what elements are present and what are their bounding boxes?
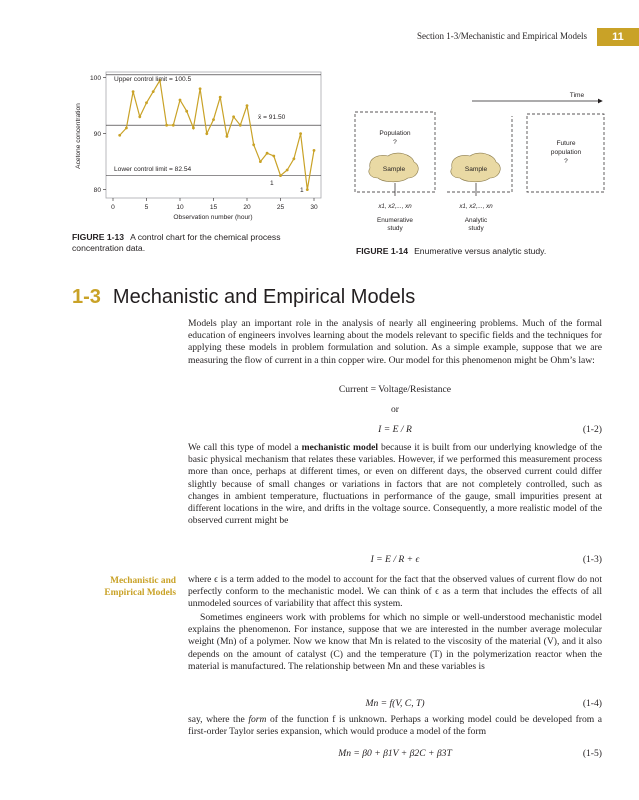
x-tick-label: 0 <box>111 204 115 211</box>
paragraph-2-start: We call this type of model a <box>188 442 302 453</box>
paragraph-1 <box>188 318 602 367</box>
data-point <box>279 174 282 177</box>
plot-frame <box>106 72 321 198</box>
enumerative-analytic-diagram <box>352 84 612 244</box>
data-point <box>205 132 208 135</box>
equation-1-5 <box>188 748 602 762</box>
control-chart <box>72 64 332 224</box>
data-point <box>199 87 202 90</box>
x-tick-label: 5 <box>144 204 149 211</box>
out-of-control-mark-2: 1 <box>300 187 304 194</box>
equation-1-4-number: (1-4) <box>582 698 602 709</box>
x-axis-label: Observation number (hour) <box>173 214 253 221</box>
y-tick-label: 80 <box>93 186 101 194</box>
paragraph-3 <box>188 574 602 611</box>
data-point <box>226 135 229 138</box>
data-point <box>259 160 262 163</box>
paragraph-4 <box>188 612 602 673</box>
sample-label-left: Sample <box>382 166 406 173</box>
future-question: ? <box>564 158 568 165</box>
paragraph-5-rest: of the function f is unknown. Perhaps a working model could be developed from a first-order Taylor series expansion, which would produce a model of the form <box>188 714 603 738</box>
data-point <box>299 132 302 135</box>
paragraph-5-start: say, where the <box>188 714 249 725</box>
equation-current <box>188 384 602 398</box>
data-point <box>118 134 121 137</box>
data-point <box>185 110 188 113</box>
section-heading <box>72 286 415 309</box>
mean-label: x̄ = 91.50 <box>258 114 286 121</box>
data-series-line <box>120 80 314 189</box>
upper-limit-label: Upper control limit = 100.5 <box>114 76 192 83</box>
figure-1-13-text: A control chart for the chemical process concentration data. <box>72 232 281 253</box>
data-point <box>239 124 242 127</box>
data-point <box>145 101 148 104</box>
data-point <box>125 127 128 130</box>
enumerative-label-2: study <box>387 225 403 232</box>
equation-1-5-number: (1-5) <box>582 748 602 759</box>
paragraph-2-rest: because it is built from our underlying knowledge of the basic physical mechanism that relates these variables. However, if we performed this measurement process more than once, perhaps at different times, or even on different days, the observed current could differ slightly because of small changes or variations in factors that are not completely controlled, such as changes in ambient temperature, fluctuations in performance of the gauge, small impurities present at different locations in the wire, and drifts in the voltage source. Consequently, a more realistic model of the observed current might be <box>188 442 602 527</box>
section-number: 1-3 <box>72 286 101 308</box>
equation-1-3 <box>188 554 602 568</box>
figure-1-14-label: FIGURE 1-14 <box>356 246 409 256</box>
paragraph-4-text: Sometimes engineers work with problems for which no simple or well-understood mechanistic model explains the phenomenon. For instance, suppose that we are interested in the number average molecular weight (Mn) of a polymer. Now we know that Mn is related to the viscosity of the material (V), and it also depends on the amount of catalyst (C) and the temperature (T) in the polymerization reactor when the material is manufactured. The relationship between Mn and these variables is <box>188 612 602 672</box>
equation-1-3-text: I = E / R + ϵ <box>370 554 420 565</box>
margin-note <box>72 576 176 599</box>
paragraph-2 <box>188 442 602 527</box>
equation-1-5-text: Mn = β0 + β1V + β2C + β3T <box>338 748 452 759</box>
data-point <box>272 155 275 158</box>
running-title: Section 1-3/Mechanistic and Empirical Models <box>417 31 587 41</box>
or-text: or <box>391 404 399 415</box>
data-point <box>246 104 249 107</box>
equation-1-2-number: (1-2) <box>582 424 602 435</box>
section-title: Mechanistic and Empirical Models <box>112 286 416 308</box>
y-axis-label: Acetone concentration <box>75 103 82 169</box>
mechanistic-model-term: mechanistic model <box>301 442 379 453</box>
data-point <box>152 90 155 93</box>
x-tick-label: 25 <box>276 204 285 211</box>
sequence-left: x1, x2,..., xn <box>378 203 412 210</box>
data-point <box>192 127 195 130</box>
data-point <box>138 115 141 118</box>
margin-note-line-2: Empirical Models <box>104 587 176 598</box>
future-label-2: population <box>550 149 582 156</box>
data-point <box>293 157 296 160</box>
data-point <box>172 124 175 127</box>
y-tick-label: 90 <box>93 130 101 138</box>
data-point <box>132 90 135 93</box>
page-number: 11 <box>597 28 639 46</box>
sequence-right: x1, x2,..., xn <box>459 203 493 210</box>
analytic-label-2: study <box>468 225 484 232</box>
y-tick-label: 100 <box>89 74 101 82</box>
form-term: form <box>248 714 267 725</box>
analytic-label-1: Analytic <box>464 217 488 224</box>
data-point <box>212 118 215 121</box>
data-point <box>252 143 255 146</box>
margin-note-line-1: Mechanistic and <box>110 576 176 586</box>
paragraph-3-text: where ϵ is a term added to the model to account for the fact that the observed values of current flow do not perfectly conform to the mechanistic model. We can think of ϵ as a term that includes the effects of all unmodeled sources of variability that affect this system. <box>188 574 602 610</box>
figure-1-13-caption <box>72 232 302 254</box>
data-point <box>232 115 235 118</box>
page-header <box>0 28 639 46</box>
data-point <box>165 124 168 127</box>
data-point <box>219 96 222 99</box>
figure-1-14-caption <box>356 246 606 257</box>
data-point <box>313 149 316 152</box>
equation-1-3-number: (1-3) <box>582 554 602 565</box>
or-line <box>188 404 602 418</box>
figure-1-14-text: Enumerative versus analytic study. <box>414 246 547 256</box>
data-point <box>286 169 289 172</box>
x-tick-label: 30 <box>310 204 318 211</box>
enumerative-label-1: Enumerative <box>377 217 413 224</box>
equation-1-4 <box>188 698 602 712</box>
lower-limit-label: Lower control limit = 82.54 <box>114 166 192 173</box>
x-tick-label: 15 <box>209 204 218 211</box>
paragraph-5 <box>188 714 602 738</box>
out-of-control-mark-1: 1 <box>270 180 274 187</box>
population-question: ? <box>393 139 397 146</box>
future-label-1: Future <box>556 140 576 147</box>
figure-1-13-label: FIGURE 1-13 <box>72 232 125 242</box>
data-point <box>179 99 182 102</box>
paragraph-1-text: Models play an important role in the analysis of nearly all engineering problems. Much of the formal education of engineers involves learning about the models relevant to specific fields and the techniques for applying these models in problem formulation and solution. As a simple example, suppose that we are measuring the flow of current in a thin copper wire. Our model for this phenomenon might be Ohm’s law: <box>188 318 602 366</box>
sample-label-right: Sample <box>464 166 488 173</box>
equation-1-2-text: I = E / R <box>378 424 412 435</box>
x-tick-label: 20 <box>243 204 251 211</box>
x-tick-label: 10 <box>176 204 184 211</box>
data-point <box>266 152 269 155</box>
equation-current-text: Current = Voltage/Resistance <box>338 384 452 395</box>
population-label: Population <box>379 130 411 137</box>
equation-1-4-text: Mn = f(V, C, T) <box>365 698 425 709</box>
equation-1-2 <box>188 424 602 438</box>
data-point <box>306 188 309 191</box>
time-label: Time <box>569 92 585 99</box>
